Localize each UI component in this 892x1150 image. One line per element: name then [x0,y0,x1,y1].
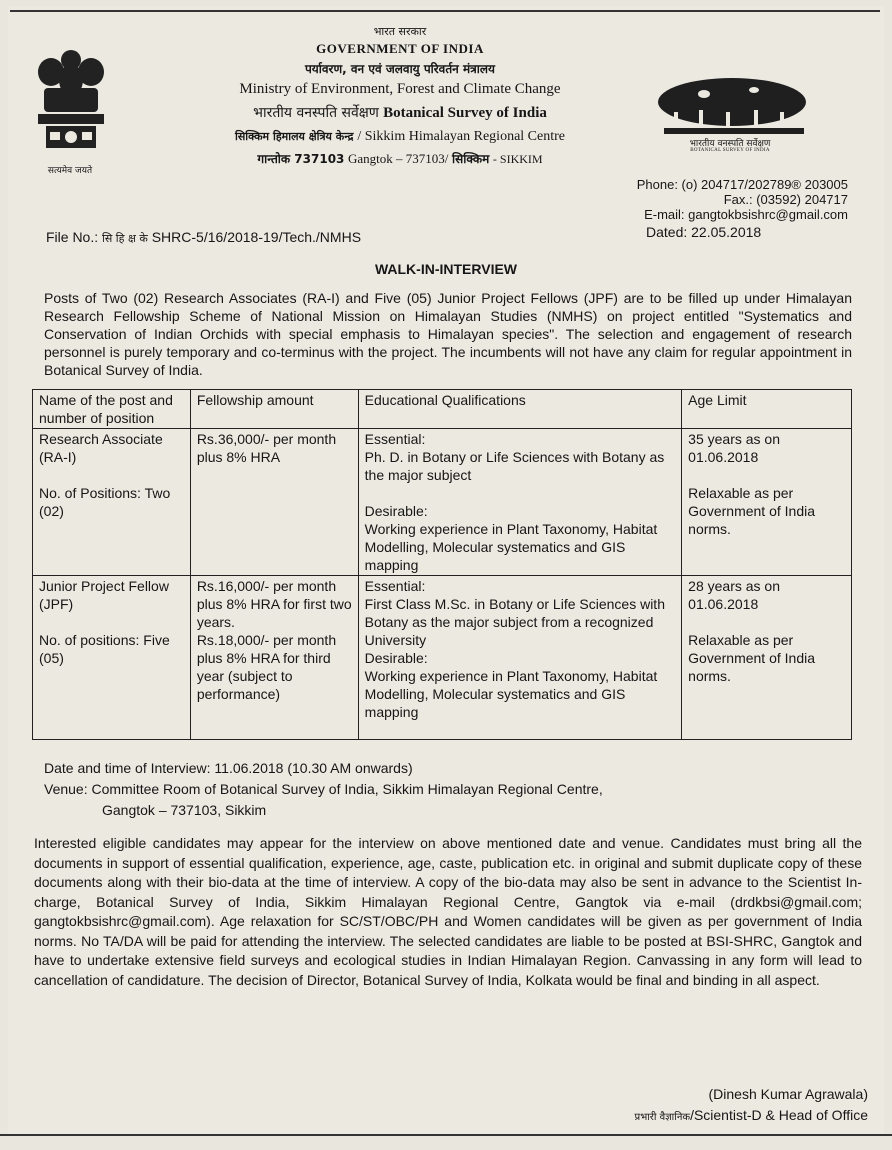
signatory-designation [635,1107,869,1123]
amount-first-years: Rs.16,000/- per month plus 8% HRA for first two years. [196,578,352,630]
govt-heading: GOVERNMENT OF INDIA [316,41,484,56]
logo-caption-english: BOTANICAL SURVEY OF INDIA [690,148,770,153]
venue-line-1: Venue: Committee Room of Botanical Survey of India, Sikkim Himalayan Regional Centre, [44,781,603,797]
post-cell [33,429,191,576]
age-relaxation: Relaxable as per Government of India norms. [688,632,816,684]
age-cell [682,576,852,740]
emblem-motto: सत्यमेव जयते [47,166,93,176]
age-cell [682,429,852,576]
designation-english: /Scientist-D & Head of Office [690,1107,868,1123]
centre-heading [140,127,660,145]
header-amount: Fellowship amount [190,390,358,429]
post-positions: No. of positions: Five (05) [39,632,170,666]
top-border [10,10,880,12]
essential-label: Essential: [364,578,426,594]
amount-third-year: Rs.18,000/- per month plus 8% HRA for third year (subject to performance) [196,632,337,702]
signatory-name: (Dinesh Kumar Agrawala) [708,1086,868,1102]
amount-cell [190,576,358,740]
centre-hindi: सिक्किम हिमालय क्षेत्रिय केन्द्र [234,130,354,143]
desirable-text: Working experience in Plant Taxonomy, Habitat Modelling, Molecular systematics and GIS mapping [364,668,658,720]
post-name: Research Associate (RA-I) [39,431,163,465]
post-positions: No. of Positions: Two (02) [39,485,171,519]
notice-title: WALK-IN-INTERVIEW [374,261,518,277]
interview-date: Date and time of Interview: 11.06.2018 (10.30 AM onwards) [44,760,413,776]
address-hindi-sikkim: सिक्किम [452,152,490,166]
essential-text: Ph. D. in Botany or Life Sciences with Botany as the major subject [364,449,665,483]
post-cell [33,576,191,740]
address-english-sikkim: - SIKKIM [492,152,543,166]
desirable-label: Desirable: [364,650,428,666]
email-address: E-mail: gangtokbsishrc@gmail.com [644,207,848,222]
age-limit: 35 years as on 01.06.2018 [688,431,780,465]
essential-label: Essential: [364,431,426,447]
file-no-value: SHRC-5/16/2018-19/Tech./NMHS [151,229,362,245]
table-row [33,576,852,740]
bottom-border [0,1134,892,1136]
address-english: Gangtok – 737103/ [348,151,449,166]
hindi-govt-heading: भारत सरकार [373,25,427,38]
posts-table [32,389,852,740]
bsi-english: Botanical Survey of India [383,105,547,121]
qualification-cell [358,576,682,740]
dated: Dated: 22.05.2018 [646,224,762,240]
centre-english: / Sikkim Himalayan Regional Centre [357,129,565,144]
ministry-hindi: पर्यावरण, वन एवं जलवायु परिवर्तन मंत्रालय [304,62,496,76]
bsi-hindi: भारतीय वनस्पति सर्वेक्षण [253,105,379,121]
header-post: Name of the post and number of position [33,390,191,429]
header-age: Age Limit [682,390,852,429]
age-relaxation: Relaxable as per Government of India norms. [688,485,816,537]
file-no-hindi: सि हि क्ष के [102,232,148,245]
essential-text: First Class M.Sc. in Botany or Life Sciences with Botany as the major subject from a recognized University [364,596,665,648]
file-no-label: File No.: [46,229,99,245]
amount-cell: Rs.36,000/- per month plus 8% HRA [190,429,358,576]
designation-hindi: प्रभारी वैज्ञानिक [634,1112,691,1123]
table-header-row [33,390,852,429]
header-qualifications: Educational Qualifications [358,390,682,429]
table-row [33,429,852,576]
post-name: Junior Project Fellow (JPF) [39,578,169,612]
intro-paragraph: Posts of Two (02) Research Associates (RA-I) and Five (05) Junior Project Fellows (JPF) are to be filled up under Himalayan Research Fellowship Scheme of National Mission on Himalayan Studies (NMHS) on project entitled "Systematics and Conservation of Indian Orchids with special emphasis to Himalayan species". The selection and engagement of research personnel is purely temporary and co-terminus with the project. The incumbents will not have any claim for regular appointment in Botanical Survey of India. [44,290,852,378]
venue-line-2: Gangtok – 737103, Sikkim [102,802,267,818]
address-line [140,150,660,167]
body-paragraph: Interested eligible candidates may appear for the interview on above mentioned date and venue. Candidates must bring all the documents in support of essential qualification, experience, age, caste, publication etc. in original and submit duplicate copy of these documents along with their bio-data at the time of interview. A copy of the bio-data may also be sent in advance to the Scientist In-charge, Botanical Survey of India, Sikkim Himalayan Regional Centre, Gangtok via e-mail (drdkbsi@gmail.com; gangtokbsishrc@gmail.com). Age relaxation for SC/ST/OBC/PH and Women candidates will be given as per government of India norms. No TA/DA will be paid for attending the interview. The selected candidates are liable to be posted at BSI-SHRC, Gangtok and have to undertake extensive field surveys and ecological studies in Indian Himalayan Region. Canvassing in any form will lead to cancellation of candidature. The decision of Director, Botanical Survey of India, Kolkata would be final and binding in all aspect. [34,835,862,988]
national-emblem-icon [26,40,116,176]
phone-number: Phone: (o) 204717/202789® 203005 [636,177,848,192]
ministry-english: Ministry of Environment, Forest and Climate Change [239,81,561,97]
logo-caption-hindi: भारतीय वनस्पति सर्वेक्षण [689,139,771,149]
desirable-text: Working experience in Plant Taxonomy, Habitat Modelling, Molecular systematics and GIS mapping [364,521,658,573]
desirable-label: Desirable: [364,503,428,519]
qualification-cell [358,429,682,576]
fax-number: Fax.: (03592) 204717 [723,192,848,207]
address-hindi: गान्तोक 737103 [257,152,345,166]
age-limit: 28 years as on 01.06.2018 [688,578,780,612]
file-number [46,229,361,246]
bsi-heading [140,103,660,122]
